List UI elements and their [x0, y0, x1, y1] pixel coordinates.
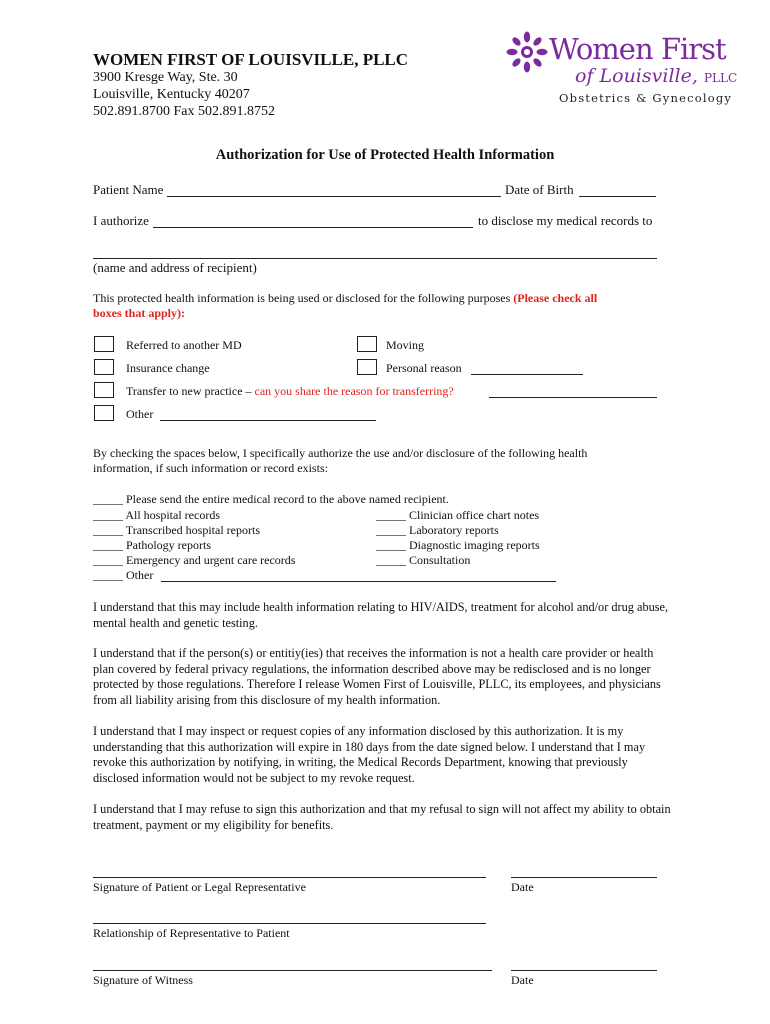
recipient-label: (name and address of recipient) [93, 260, 257, 275]
disclose-label: to disclose my medical records to [478, 213, 653, 228]
phone-fax: 502.891.8700 Fax 502.891.8752 [93, 104, 275, 119]
logo-tagline: Obstetrics & Gynecology [559, 91, 733, 105]
checkbox-moving[interactable] [357, 336, 377, 352]
record-hospital[interactable]: _____ All hospital records [93, 508, 220, 522]
relationship-label: Relationship of Representative to Patient [93, 926, 290, 940]
purpose-text: This protected health information is being used or disclosed for the following purposes (Please check all [93, 291, 598, 305]
logo [505, 30, 738, 110]
checkbox-insurance-label: Insurance change [126, 361, 210, 375]
checkbox-other-label: Other [126, 407, 154, 421]
authorize-label: I authorize [93, 213, 149, 228]
checkbox-personal[interactable] [357, 359, 377, 375]
record-transcribed[interactable]: _____ Transcribed hospital reports [93, 523, 260, 537]
authorize-disclosure-line-1: By checking the spaces below, I specifically authorize the use and/or disclosure of the following health [93, 446, 588, 460]
checkbox-personal-label: Personal reason [386, 361, 462, 375]
record-other[interactable]: _____ Other [93, 568, 154, 582]
patient-date-field[interactable] [511, 877, 657, 878]
paragraph-expiration: I understand that I may inspect or request copies of any information disclosed by this authorization. It is my understanding that this authorization will expire in 180 days from the date signed below. I understand that I may revoke this authorization by notifying, in writing, the Medical Records Department, knowing that previously disclosed information would not be subject to my revoke request. [93, 724, 646, 785]
logo-subtitle: of Louisville, PLLC [575, 65, 738, 87]
paragraph-refusal: I understand that I may refuse to sign this authorization and that my refusal to sign will not affect my ability to obtain treatment, payment or my eligibility for benefits. [93, 802, 671, 832]
recipient-field[interactable] [93, 258, 657, 259]
other-purpose-field[interactable] [160, 408, 376, 421]
flower-logo-icon [505, 30, 549, 74]
paragraph-redisclosure: I understand that if the person(s) or entitiy(ies) that receives the information is not a health care provider or health plan covered by federal privacy regulations, the information described above may be redisclosed and is no longer protected by those regulations. Therefore I release Women First of Louisville, PLLC, its employees, and physicians from all liability arising from this disclosure of my health information. [93, 646, 661, 707]
patient-name-field[interactable] [167, 183, 501, 197]
personal-reason-field[interactable] [471, 362, 583, 375]
record-laboratory[interactable]: _____ Laboratory reports [376, 523, 499, 537]
relationship-field[interactable] [93, 923, 486, 924]
purpose-emphasis: boxes that apply): [93, 306, 186, 320]
record-imaging[interactable]: _____ Diagnostic imaging reports [376, 538, 540, 552]
checkbox-insurance[interactable] [94, 359, 114, 375]
checkbox-other[interactable] [94, 405, 114, 421]
address-line-2: Louisville, Kentucky 40207 [93, 87, 250, 102]
record-pathology[interactable]: _____ Pathology reports [93, 538, 211, 552]
witness-signature-field[interactable] [93, 970, 492, 971]
record-clinician[interactable]: _____ Clinician office chart notes [376, 508, 540, 522]
record-emergency[interactable]: _____ Emergency and urgent care records [93, 553, 296, 567]
dob-field[interactable] [579, 183, 656, 197]
dob-label: Date of Birth [505, 182, 574, 197]
form-title: Authorization for Use of Protected Health Information [215, 147, 555, 163]
patient-signature-field[interactable] [93, 877, 486, 878]
paragraph-hiv: I understand that this may include health information relating to HIV/AIDS, treatment for alcohol and/or drug abuse, mental health and genetic testing. [93, 600, 669, 630]
checkbox-transfer-label: Transfer to new practice – can you share the reason for transferring? [126, 384, 454, 398]
logo-title: Women First [549, 32, 726, 66]
witness-date-label: Date [511, 973, 534, 987]
checkbox-moving-label: Moving [386, 338, 425, 352]
witness-date-field[interactable] [511, 970, 657, 971]
witness-signature-label: Signature of Witness [93, 973, 193, 987]
patient-date-label: Date [511, 880, 534, 894]
patient-name-label: Patient Name [93, 182, 164, 197]
record-entire[interactable]: _____ Please send the entire medical record to the above named recipient. [93, 492, 449, 506]
org-name: WOMEN FIRST OF LOUISVILLE, PLLC [93, 50, 409, 69]
record-consultation[interactable]: _____ Consultation [376, 553, 471, 567]
record-other-field[interactable] [161, 569, 556, 582]
address-line-1: 3900 Kresge Way, Ste. 30 [93, 70, 238, 85]
authorize-disclosure-line-2: information, if such information or record exists: [93, 461, 328, 475]
transfer-reason-field[interactable] [489, 385, 657, 398]
checkbox-referred[interactable] [94, 336, 114, 352]
checkbox-referred-label: Referred to another MD [126, 338, 242, 352]
patient-signature-label: Signature of Patient or Legal Representative [93, 880, 306, 894]
authorize-field[interactable] [153, 214, 473, 228]
checkbox-transfer[interactable] [94, 382, 114, 398]
